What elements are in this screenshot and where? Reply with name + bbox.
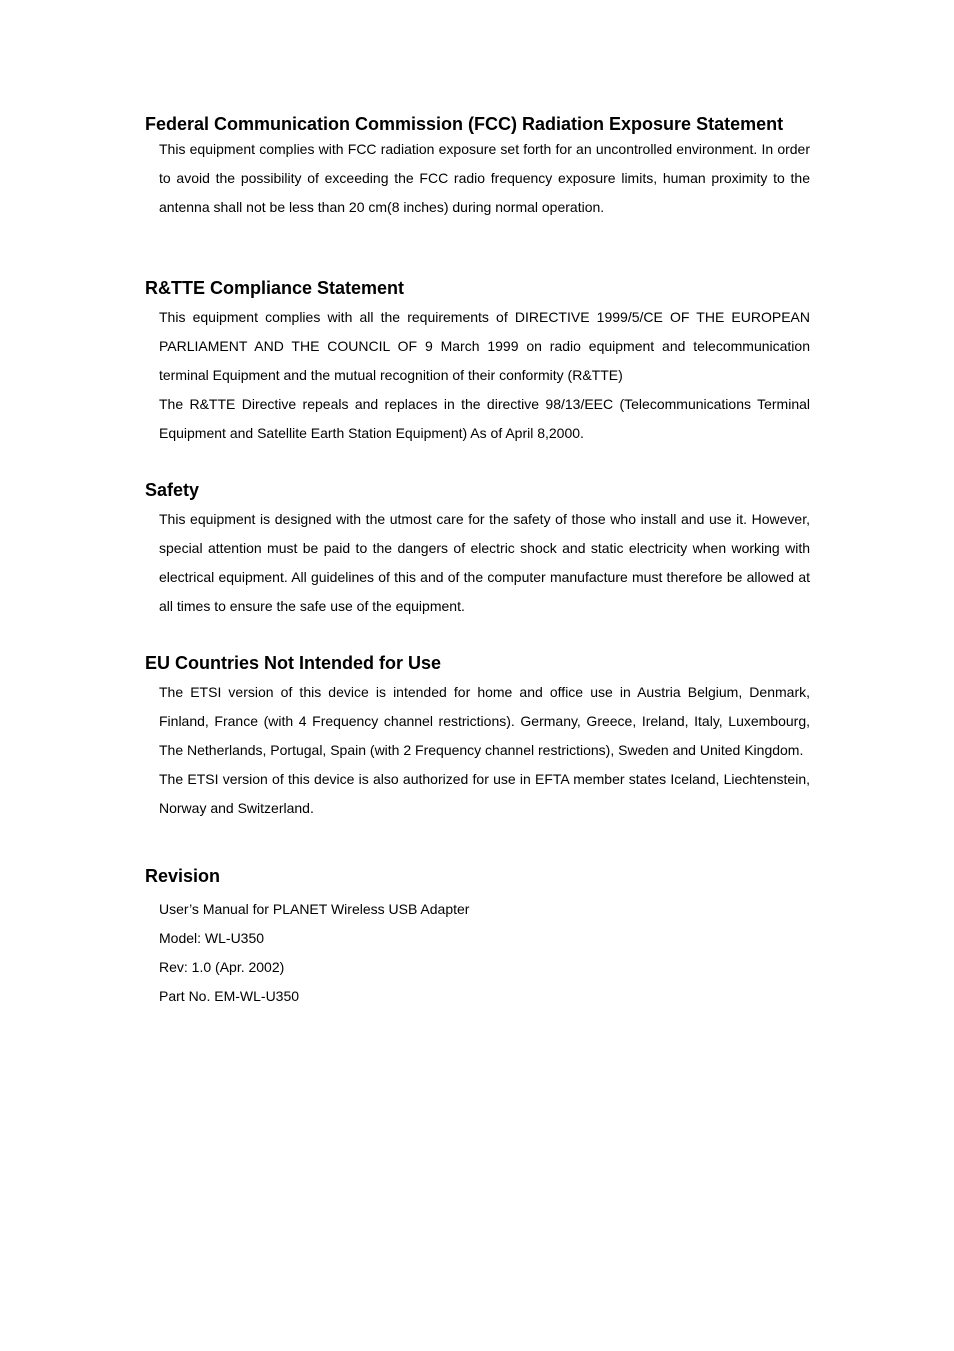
eu-body xyxy=(159,678,810,823)
rtte-section xyxy=(145,278,810,448)
rtte-heading: R&TTE Compliance Statement xyxy=(145,278,405,298)
safety-body xyxy=(159,505,810,621)
safety-section xyxy=(145,480,810,621)
safety-paragraph: This equipment is designed with the utmost care for the safety of those who install and use it. However, special attention must be paid to the dangers of electric shock and static electricity when working with electrical equipment. All guidelines of this and of the computer manufacture must therefore be allowed at all times to ensure the safe use of the equipment. xyxy=(159,511,810,614)
rtte-paragraph-1: This equipment complies with all the requirements of DIRECTIVE 1999/5/CE OF THE EUROPEAN PARLIAMENT AND THE COUNCIL OF 9 March 1999 on radio equipment and telecommunication terminal Equipment and the mutual recognition of their conformity (R&TTE) xyxy=(159,309,810,383)
revision-heading: Revision xyxy=(145,866,221,886)
fcc-body xyxy=(159,135,810,222)
eu-paragraph-1: The ETSI version of this device is intended for home and office use in Austria Belgium, Denmark, Finland, France (with 4 Frequency channel restrictions). Germany, Greece, Ireland, Italy, Luxembourg, The Netherlands, Portugal, Spain (with 2 Frequency channel restrictions), Sweden and United Kingdom. xyxy=(159,684,810,758)
eu-paragraph-2: The ETSI version of this device is also authorized for use in EFTA member states Iceland, Liechtenstein, Norway and Switzerland. xyxy=(159,771,810,816)
fcc-heading: Federal Communication Commission (FCC) Radiation Exposure Statement xyxy=(145,114,784,134)
rtte-body xyxy=(159,303,810,448)
revision-line-rev: Rev: 1.0 (Apr. 2002) xyxy=(159,959,285,975)
eu-heading: EU Countries Not Intended for Use xyxy=(145,653,442,673)
revision-body xyxy=(159,895,810,1011)
rtte-paragraph-2: The R&TTE Directive repeals and replaces in the directive 98/13/EEC (Telecommunications Terminal Equipment and Satellite Earth Station Equipment) As of April 8,2000. xyxy=(159,396,810,441)
revision-section xyxy=(145,866,810,1011)
safety-heading: Safety xyxy=(145,480,200,500)
fcc-paragraph: This equipment complies with FCC radiation exposure set forth for an uncontrolled environment. In order to avoid the possibility of exceeding the FCC radio frequency exposure limits, human proximity to the antenna shall not be less than 20 cm(8 inches) during normal operation. xyxy=(159,141,810,215)
eu-section xyxy=(145,653,810,823)
revision-line-model: Model: WL-U350 xyxy=(159,930,265,946)
revision-line-part-no: Part No. EM-WL-U350 xyxy=(159,988,300,1004)
revision-line-manual: User’s Manual for PLANET Wireless USB Adapter xyxy=(159,901,470,917)
fcc-section xyxy=(145,114,810,222)
